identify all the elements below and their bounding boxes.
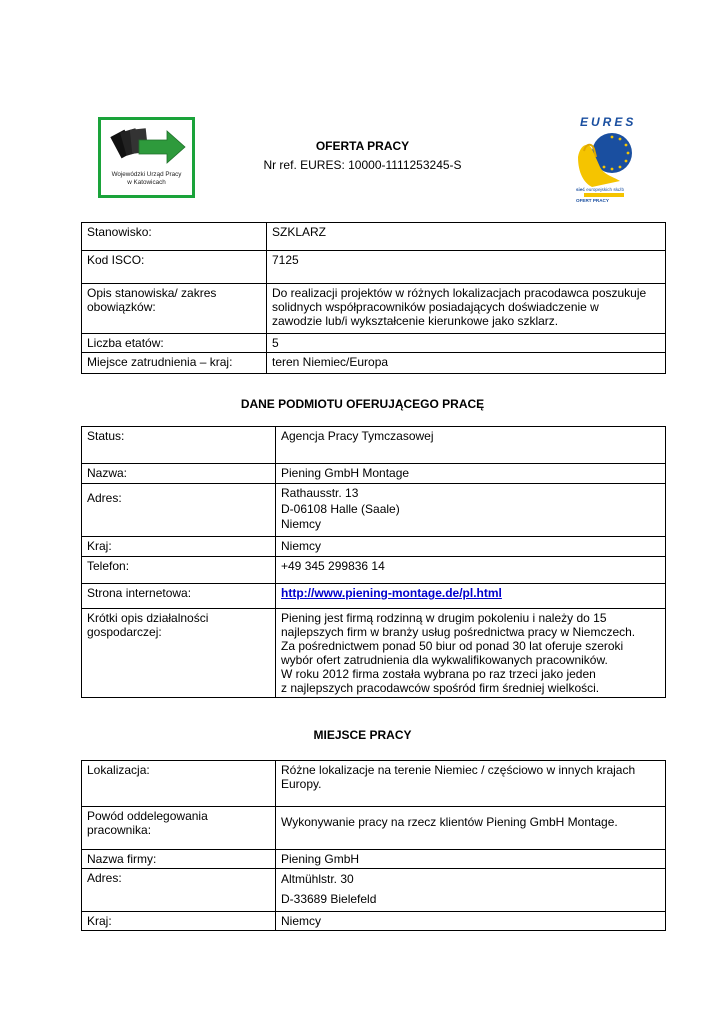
row-value: Niemcy: [276, 537, 666, 557]
row-value: 5: [267, 334, 666, 353]
table-row: [82, 609, 666, 698]
employer-table: [81, 426, 666, 698]
value-line: zawodzie lub/i wykształcenie kierunkowe jako szklarz.: [272, 314, 559, 328]
row-value: [276, 869, 666, 912]
row-value: teren Niemiec/Europa: [267, 353, 666, 374]
wup-caption: [101, 171, 192, 186]
table-row: [82, 869, 666, 912]
wup-caption-line: w Katowicach: [127, 178, 166, 186]
value-line: Różne lokalizacje na terenie Niemiec / częściowo w innych krajach: [281, 763, 636, 777]
row-label: Status:: [82, 427, 276, 464]
table-row: [82, 284, 666, 334]
offer-table: [81, 222, 666, 374]
value-line: solidnych współpracowników posiadających doświadczenie w: [272, 300, 599, 314]
row-label: Adres:: [82, 484, 276, 537]
company-website-link[interactable]: http://www.piening-montage.de/pl.html: [281, 586, 502, 600]
row-value: [276, 609, 666, 698]
value-line: z najlepszych pracodawców spośród firm średniej wielkości.: [281, 681, 600, 695]
row-label: Liczba etatów:: [82, 334, 267, 353]
row-value: Wykonywanie pracy na rzecz klientów Piening GmbH Montage.: [276, 807, 666, 850]
row-label: Strona internetowa:: [82, 584, 276, 609]
value-line: Za pośrednictwem ponad 50 biur od ponad 30 lat oferuje szeroki: [281, 639, 624, 653]
eures-tagline-word: sieć: [576, 187, 585, 192]
eures-yellow-bar: [584, 193, 624, 197]
value-line: Europy.: [281, 777, 322, 791]
row-value: [276, 484, 666, 537]
row-value: 7125: [267, 251, 666, 284]
table-row: [82, 251, 666, 284]
row-label: Nazwa firmy:: [82, 850, 276, 869]
employer-section-heading: DANE PODMIOTU OFERUJĄCEGO PRACĘ: [240, 397, 485, 411]
row-value: Piening GmbH: [276, 850, 666, 869]
row-label: [82, 807, 276, 850]
row-value: Piening GmbH Montage: [276, 464, 666, 484]
table-row: [82, 484, 666, 537]
row-value: SZKLARZ: [267, 223, 666, 251]
eures-tagline-word: OFERT PRACY: [576, 198, 609, 204]
table-row: [82, 807, 666, 850]
value-line: W roku 2012 firma została wybrana po raz trzeci jako jeden: [281, 667, 596, 681]
value-line: Altmühlstr. 30: [281, 872, 354, 886]
document-title: OFERTA PRACY: [315, 139, 410, 153]
value-line: najlepszych firm w branży usług pośrednictwa pracy w Niemczech.: [281, 625, 636, 639]
table-row: [82, 427, 666, 464]
row-label: Kod ISCO:: [82, 251, 267, 284]
row-value: Niemcy: [276, 912, 666, 931]
table-row: [82, 912, 666, 931]
table-row: [82, 353, 666, 374]
row-label: Telefon:: [82, 557, 276, 584]
row-label: Kraj:: [82, 912, 276, 931]
eures-tagline: [576, 187, 636, 204]
value-line: Niemcy: [281, 517, 322, 531]
row-value: [267, 284, 666, 334]
row-label: Adres:: [82, 869, 276, 912]
value-line: Piening jest firmą rodzinną w drugim pokoleniu i należy do 15: [281, 611, 607, 625]
table-row: [82, 557, 666, 584]
row-value: Agencja Pracy Tymczasowej: [276, 427, 666, 464]
workplace-table: [81, 760, 666, 931]
row-label: Nazwa:: [82, 464, 276, 484]
label-line: pracownika:: [87, 823, 152, 837]
eures-tagline-word: europejskich: [586, 187, 613, 192]
table-row: [82, 850, 666, 869]
value-line: D-06108 Halle (Saale): [281, 501, 400, 516]
table-row: [82, 464, 666, 484]
label-line: gospodarczej:: [87, 625, 162, 639]
row-label: Miejsce zatrudnienia – kraj:: [82, 353, 267, 374]
reference-number: Nr ref. EURES: 10000-1111253245-S: [263, 158, 462, 172]
row-label: [82, 609, 276, 698]
value-line: wybór ofert zatrudnienia dla wykwalifikowanych pracowników.: [281, 653, 608, 667]
row-value: [276, 761, 666, 807]
row-value: +49 345 299836 14: [276, 557, 666, 584]
row-label: Stanowisko:: [82, 223, 267, 251]
row-value: [276, 584, 666, 609]
row-label: Kraj:: [82, 537, 276, 557]
table-row: [82, 223, 666, 251]
label-line: Krótki opis działalności: [87, 611, 209, 625]
row-label: Lokalizacja:: [82, 761, 276, 807]
table-row: [82, 584, 666, 609]
eures-wordmark: EURES: [580, 115, 637, 129]
value-line: Rathausstr. 13: [281, 486, 359, 500]
eures-tagline-word: służb: [613, 187, 625, 192]
wup-caption-line: Wojewódzki Urząd Pracy: [111, 171, 182, 178]
value-line: D-33689 Bielefeld: [281, 892, 377, 906]
table-row: [82, 334, 666, 353]
workplace-section-heading: MIEJSCE PRACY: [313, 728, 412, 742]
row-label: Opis stanowiska/ zakres obowiązków:: [82, 284, 267, 334]
value-line: Do realizacji projektów w różnych lokalizacjach pracodawca poszukuje: [272, 286, 647, 300]
table-row: [82, 537, 666, 557]
table-row: [82, 761, 666, 807]
label-line: Powód oddelegowania: [87, 809, 208, 823]
